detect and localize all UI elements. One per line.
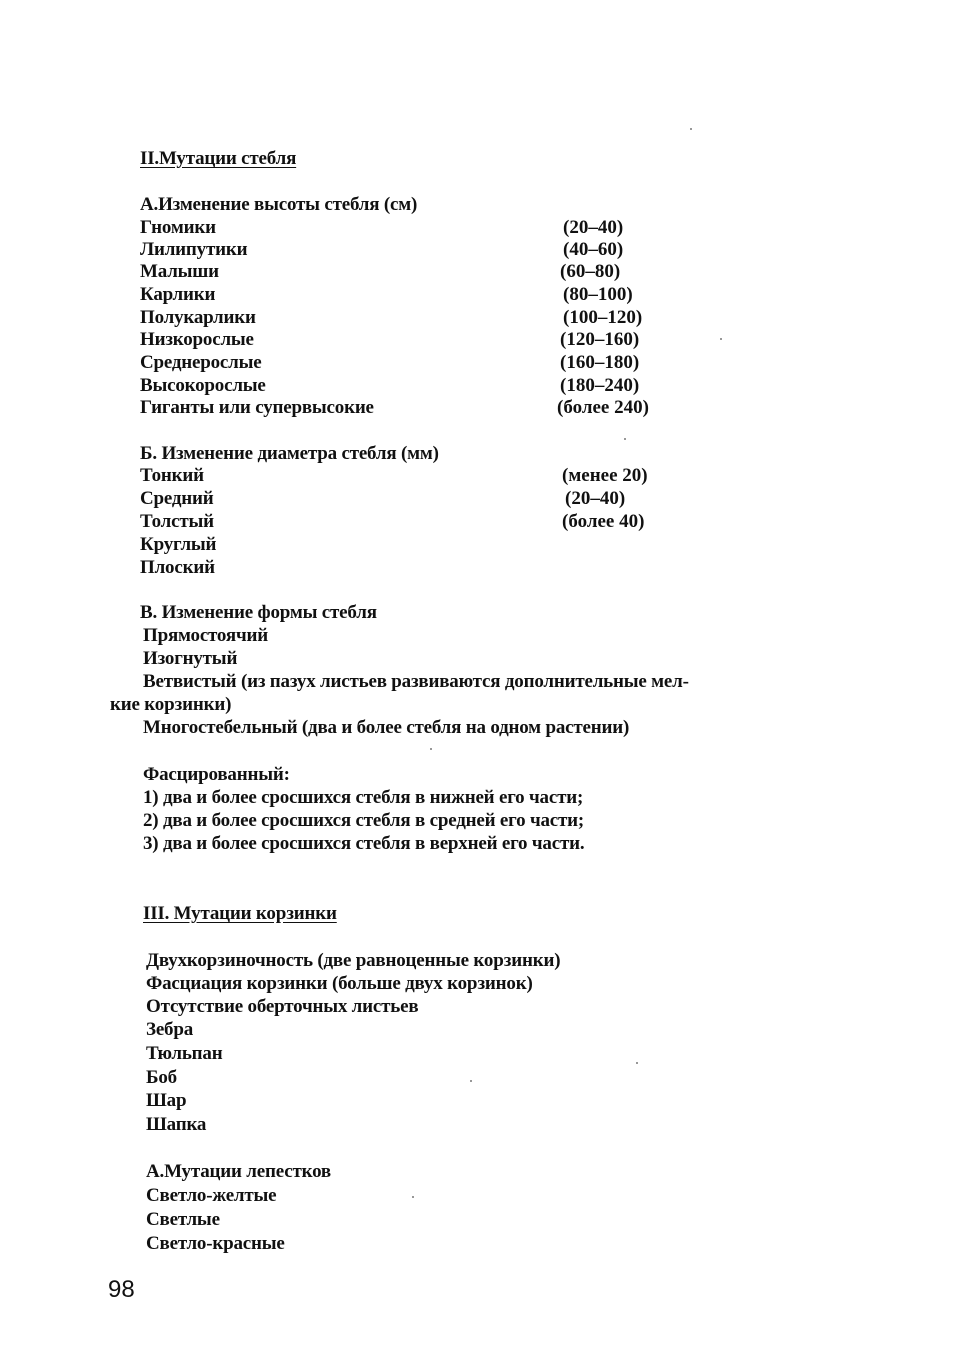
diameter-row-name: Плоский	[140, 557, 215, 578]
page-number: 98	[108, 1276, 135, 1303]
height-row-name: Полукарлики	[140, 307, 256, 328]
basket-item: Шапка	[146, 1114, 207, 1135]
height-row-range: (160–180)	[560, 352, 640, 373]
fasciated-item: 3) два и более сросшихся стебля в верхней его части.	[143, 833, 585, 854]
height-row-range: (80–100)	[563, 284, 633, 305]
scan-speck	[636, 1062, 638, 1064]
height-row-name: Высокорослые	[140, 375, 266, 396]
height-row-name: Карлики	[140, 284, 216, 305]
basket-item: Тюльпан	[146, 1043, 223, 1064]
petal-item: Светло-красные	[146, 1233, 285, 1254]
section-3-heading: III. Мутации корзинки	[143, 903, 337, 924]
height-row-name: Среднерослые	[140, 352, 262, 373]
height-row-name: Гномики	[140, 217, 216, 238]
shape-item: Изогнутый	[143, 648, 238, 669]
height-row-range: (60–80)	[560, 261, 621, 282]
basket-item: Фасциация корзинки (больше двух корзинок)	[146, 973, 533, 994]
shape-item: Прямостоячий	[143, 625, 268, 646]
height-row-range: (120–160)	[560, 329, 640, 350]
height-row-name: Низкорослые	[140, 329, 254, 350]
height-row-name: Гиганты или супервысокие	[140, 397, 374, 418]
height-row-range: (20–40)	[563, 217, 624, 238]
diameter-row-name: Средний	[140, 488, 214, 509]
fasciated-item: 2) два и более сросшихся стебля в средней его части;	[143, 810, 584, 831]
height-row-name: Малыши	[140, 261, 219, 282]
petal-item: Светлые	[146, 1209, 220, 1230]
section-3a-title: А.Мутации лепестков	[146, 1161, 331, 1182]
section-2b-title: Б. Изменение диаметра стебля (мм)	[140, 443, 439, 464]
basket-item: Отсутствие оберточных листьев	[146, 996, 419, 1017]
petal-item: Светло-желтые	[146, 1185, 277, 1206]
shape-item-continuation: кие корзинки)	[110, 694, 232, 715]
scan-speck	[412, 1196, 414, 1198]
fasciated-item: 1) два и более сросшихся стебля в нижней его части;	[143, 787, 584, 808]
basket-item: Зебра	[146, 1019, 194, 1040]
basket-item: Шар	[146, 1090, 187, 1111]
basket-item: Двухкорзиночность (две равноценные корзинки)	[146, 950, 561, 971]
height-row-name: Лилипутики	[140, 239, 248, 260]
shape-item: Многостебельный (два и более стебля на одном растении)	[143, 717, 630, 738]
diameter-row-name: Толстый	[140, 511, 214, 532]
diameter-row-range: (более 40)	[562, 511, 645, 532]
height-row-range: (180–240)	[560, 375, 640, 396]
basket-item: Боб	[146, 1067, 177, 1088]
scan-speck	[470, 1080, 472, 1082]
scan-speck	[690, 128, 692, 130]
diameter-row-range: (менее 20)	[562, 465, 648, 486]
height-row-range: (100–120)	[563, 307, 643, 328]
scan-speck	[624, 438, 626, 440]
scan-speck	[720, 338, 722, 340]
section-2a-title: А.Изменение высоты стебля (см)	[140, 194, 418, 215]
height-row-range: (более 240)	[557, 397, 649, 418]
diameter-row-name: Тонкий	[140, 465, 204, 486]
shape-item: Ветвистый (из пазух листьев развиваются дополнительные мел-	[143, 671, 689, 692]
scan-speck	[430, 748, 432, 750]
fasciated-title: Фасцированный:	[143, 764, 290, 785]
height-row-range: (40–60)	[563, 239, 624, 260]
diameter-row-name: Круглый	[140, 534, 217, 555]
section-2v-title: В. Изменение формы стебля	[140, 602, 377, 623]
diameter-row-range: (20–40)	[565, 488, 626, 509]
section-2-heading: II.Мутации стебля	[140, 148, 297, 169]
